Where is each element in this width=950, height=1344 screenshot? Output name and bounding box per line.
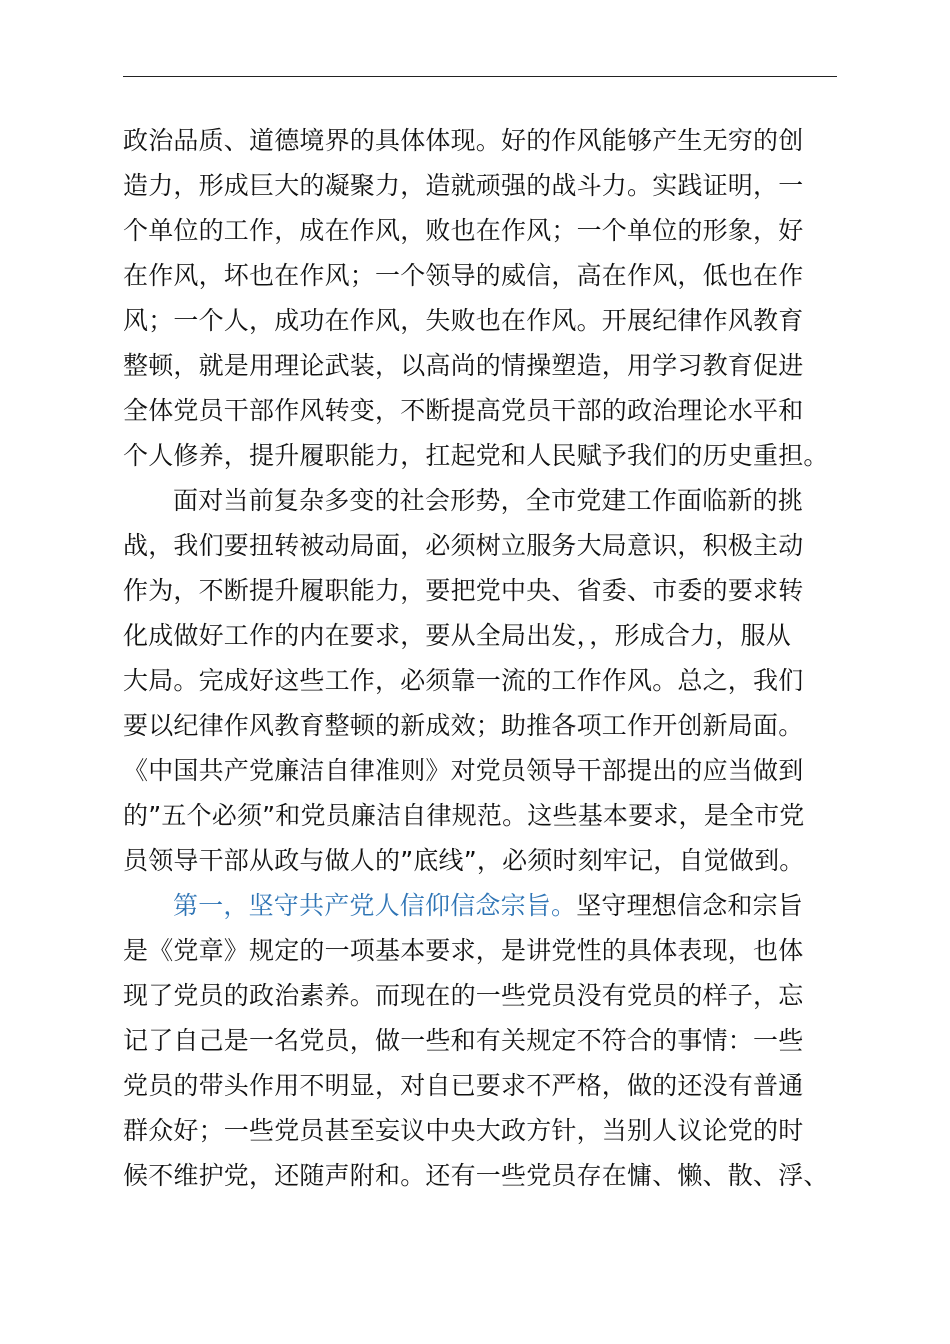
text-line-10: 战，我们要扭转被动局面，必须树立服务大局意识，积极主动 [123, 531, 804, 560]
text-line-18: 坚守理想信念和宗旨 [576, 891, 804, 920]
header-rule [123, 76, 837, 77]
text-line-1: 政治品质、道德境界的具体体现。好的作风能够产生无穷的创 [123, 126, 804, 155]
text-line-16: 的”五个必须”和党员廉洁自律规范。这些基本要求，是全市党 [123, 801, 805, 830]
text-line-5: 风；一个人，成功在作风，失败也在作风。开展纪律作风教育 [123, 306, 804, 335]
text-line-9: 面对当前复杂多变的社会形势，全市党建工作面临新的挑 [173, 486, 804, 515]
text-line-15: 《中国共产党廉洁自律准则》对党员领导干部提出的应当做到 [123, 756, 804, 785]
text-line-4: 在作风，坏也在作风；一个领导的威信，高在作风，低也在作 [123, 261, 804, 290]
text-line-22: 党员的带头作用不明显，对自已要求不严格，做的还没有普通 [123, 1071, 804, 1100]
text-line-2: 造力，形成巨大的凝聚力，造就顽强的战斗力。实践证明，一 [123, 171, 804, 200]
section-heading-line [173, 884, 913, 928]
text-line-11: 作为，不断提升履职能力，要把党中央、省委、市委的要求转 [123, 576, 804, 605]
text-line-19: 是《党章》规定的一项基本要求，是讲党性的具体表现，也体 [123, 936, 804, 965]
text-line-3: 个单位的工作，成在作风，败也在作风；一个单位的形象，好 [123, 216, 804, 245]
text-line-12: 化成做好工作的内在要求，要从全局出发，，形成合力，服从 [123, 621, 791, 650]
text-line-13: 大局。完成好这些工作，必须靠一流的工作作风。总之，我们 [123, 666, 804, 695]
section-heading: 第一，坚守共产党人信仰信念宗旨。 [173, 891, 577, 920]
text-line-6: 整顿，就是用理论武装，以高尚的情操塑造，用学习教育促进 [123, 351, 804, 380]
text-line-8: 个人修养，提升履职能力，扛起党和人民赋予我们的历史重担。 [123, 441, 829, 470]
text-line-24: 候不维护党，还随声附和。还有一些党员存在慵、懒、散、浮、 [123, 1161, 829, 1190]
text-line-20: 现了党员的政治素养。而现在的一些党员没有党员的样子，忘 [123, 981, 804, 1010]
text-line-23: 群众好；一些党员甚至妄议中央大政方针，当别人议论党的时 [123, 1116, 804, 1145]
text-line-7: 全体党员干部作风转变，不断提高党员干部的政治理论水平和 [123, 396, 804, 425]
text-line-14: 要以纪律作风教育整顿的新成效；助推各项工作开创新局面。 [123, 711, 804, 740]
text-line-21: 记了自己是一名党员，做一些和有关规定不符合的事情：一些 [123, 1026, 804, 1055]
text-line-17: 员领导干部从政与做人的”底线”，必须时刻牢记，自觉做到。 [123, 846, 805, 875]
